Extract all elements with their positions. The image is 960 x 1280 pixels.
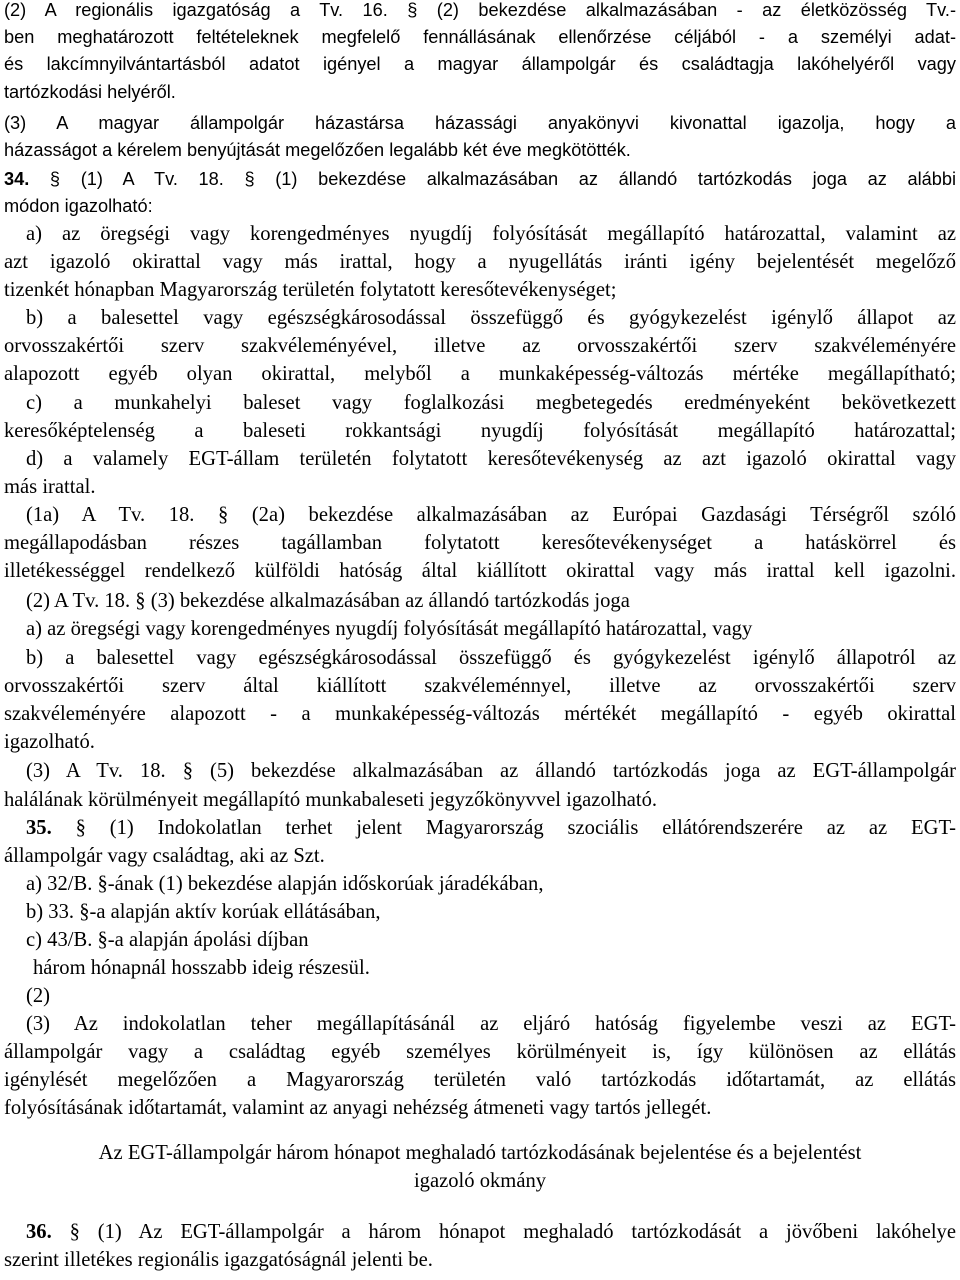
paragraph-line: tizenkét hónapban Magyarország területén folytatott keresőtevékenységet;	[4, 279, 617, 301]
paragraph-line	[4, 169, 956, 190]
paragraph-line: (3) Az indokolatlan teher megállapításánál az eljáró hatóság figyelembe veszi az EGT-	[26, 1013, 956, 1035]
paragraph-line: c) 43/B. §-a alapján ápolási díjban	[26, 929, 309, 951]
paragraph-line: szakvéleményére alapozott - a munkaképesség-változás mértékét megállapító - egyéb okirattal	[4, 703, 956, 725]
section-number: 36.	[26, 1221, 52, 1243]
paragraph-line: alapozott egyéb olyan okirattal, melyből a munkaképesség-változás mértéke megállapítható;	[4, 363, 956, 385]
paragraph-line	[26, 817, 956, 840]
paragraph-line: orvosszakértői szerv által kiállított szakvéleménnyel, illetve az orvosszakértői szerv	[4, 675, 956, 697]
section-heading-line: igazoló okmány	[413, 1170, 547, 1192]
paragraph-line: halálának körülményeit megállapító munkabaleseti jegyzőkönyvvel igazolható.	[4, 789, 658, 811]
paragraph-line: (2)	[26, 985, 51, 1007]
paragraph-line: (2) A regionális igazgatóság a Tv. 16. § (2) bekezdése alkalmazásában - az életközösség Tv.-	[4, 0, 956, 20]
paragraph-line: d) a valamely EGT-állam területén folytatott keresőtevékenység az azt igazoló okirattal vagy	[26, 448, 956, 470]
paragraph-line: (3) A magyar állampolgár házastársa házassági anyakönyvi kivonattal igazolja, hogy a	[4, 113, 956, 133]
paragraph-line: ben meghatározott feltételeknek megfelelő fennállásának ellenőrzése céljából - a személyi adat-	[4, 27, 956, 47]
paragraph-line: állampolgár vagy a családtag egyéb személyes körülményeit is, így különösen az ellátás	[4, 1041, 956, 1063]
paragraph-line: a) az öregségi vagy korengedményes nyugdíj folyósítását megállapító határozattal, valamint az	[26, 223, 956, 245]
paragraph-line: folyósításának időtartamát, valamint az anyagi nehézség átmeneti vagy tartós jellegét.	[4, 1097, 712, 1119]
paragraph-line: házasságot a kérelem benyújtását megelőzően legalább két éve megkötötték.	[4, 140, 631, 160]
section-number: 35.	[26, 817, 52, 839]
paragraph-line: illetékességgel rendelkező külföldi hatóság által kiállított okirattal vagy más irattal kell igazolni.	[4, 560, 956, 582]
paragraph-line: (2) A Tv. 18. § (3) bekezdése alkalmazásában az állandó tartózkodás joga	[26, 590, 630, 612]
paragraph-line: megállapodásban részes tagállamban folytatott keresőtevékenységet a hatáskörrel és	[4, 532, 956, 554]
paragraph-line: keresőképtelenség a baleseti rokkantsági nyugdíj folyósítását megállapító határozattal;	[4, 420, 956, 442]
section-heading-line: Az EGT-állampolgár három hónapot meghaladó tartózkodásának bejelentése és a bejelentést	[98, 1142, 862, 1164]
paragraph-line: igazolható.	[4, 731, 95, 753]
section-text: § (1) A Tv. 18. § (1) bekezdése alkalmazásában az állandó tartózkodás joga az alábbi	[29, 169, 956, 189]
paragraph-line: tartózkodási helyéről.	[4, 82, 176, 102]
section-text: § (1) Indokolatlan terhet jelent Magyarország szociális ellátórendszerére az az EGT-	[51, 817, 956, 839]
paragraph-line: orvosszakértői szerv szakvéleményével, illetve az orvosszakértői szerv szakvéleményére	[4, 335, 956, 357]
paragraph-line: igénylését megelőzően a Magyarország területén való tartózkodás időtartamát, az ellátás	[4, 1069, 956, 1091]
paragraph-line: és lakcímnyilvántartásból adatot igényel a magyar állampolgár és családtagja lakóhelyéről vagy	[4, 54, 956, 74]
paragraph-line: (3) A Tv. 18. § (5) bekezdése alkalmazásában az állandó tartózkodás joga az EGT-állampolgár	[26, 760, 956, 782]
paragraph-line: azt igazoló okirattal vagy más irattal, hogy a nyugellátás iránti igény bejelentését megelőző	[4, 251, 956, 273]
section-text: § (1) Az EGT-állampolgár a három hónapot meghaladó tartózkodását a jövőbeni lakóhelye	[51, 1221, 956, 1243]
paragraph-line: szerint illetékes regionális igazgatóságnál jelenti be.	[4, 1249, 433, 1271]
paragraph-line: állampolgár vagy családtag, aki az Szt.	[4, 845, 325, 867]
paragraph-line: a) 32/B. §-ának (1) bekezdése alapján időskorúak járadékában,	[26, 873, 544, 895]
paragraph-line: más irattal.	[4, 476, 96, 498]
paragraph-line: c) a munkahelyi baleset vagy foglalkozási megbetegedés eredményeként bekövetkezett	[26, 392, 956, 414]
paragraph-line: (1a) A Tv. 18. § (2a) bekezdése alkalmazásában az Európai Gazdasági Térségről szóló	[26, 504, 956, 526]
paragraph-line: b) a balesettel vagy egészségkárosodással összefüggő és gyógykezelést igénylő állapot az	[26, 307, 956, 329]
paragraph-line: három hónapnál hosszabb ideig részesül.	[33, 957, 370, 979]
paragraph-line: a) az öregségi vagy korengedményes nyugdíj folyósítását megállapító határozattal, vagy	[26, 618, 753, 640]
section-number: 34.	[4, 169, 30, 189]
paragraph-line: módon igazolható:	[4, 196, 153, 216]
paragraph-line	[26, 1221, 956, 1244]
paragraph-line: b) 33. §-a alapján aktív korúak ellátásában,	[26, 901, 381, 923]
paragraph-line: b) a balesettel vagy egészségkárosodással összefüggő és gyógykezelést igénylő állapotról az	[26, 647, 956, 669]
